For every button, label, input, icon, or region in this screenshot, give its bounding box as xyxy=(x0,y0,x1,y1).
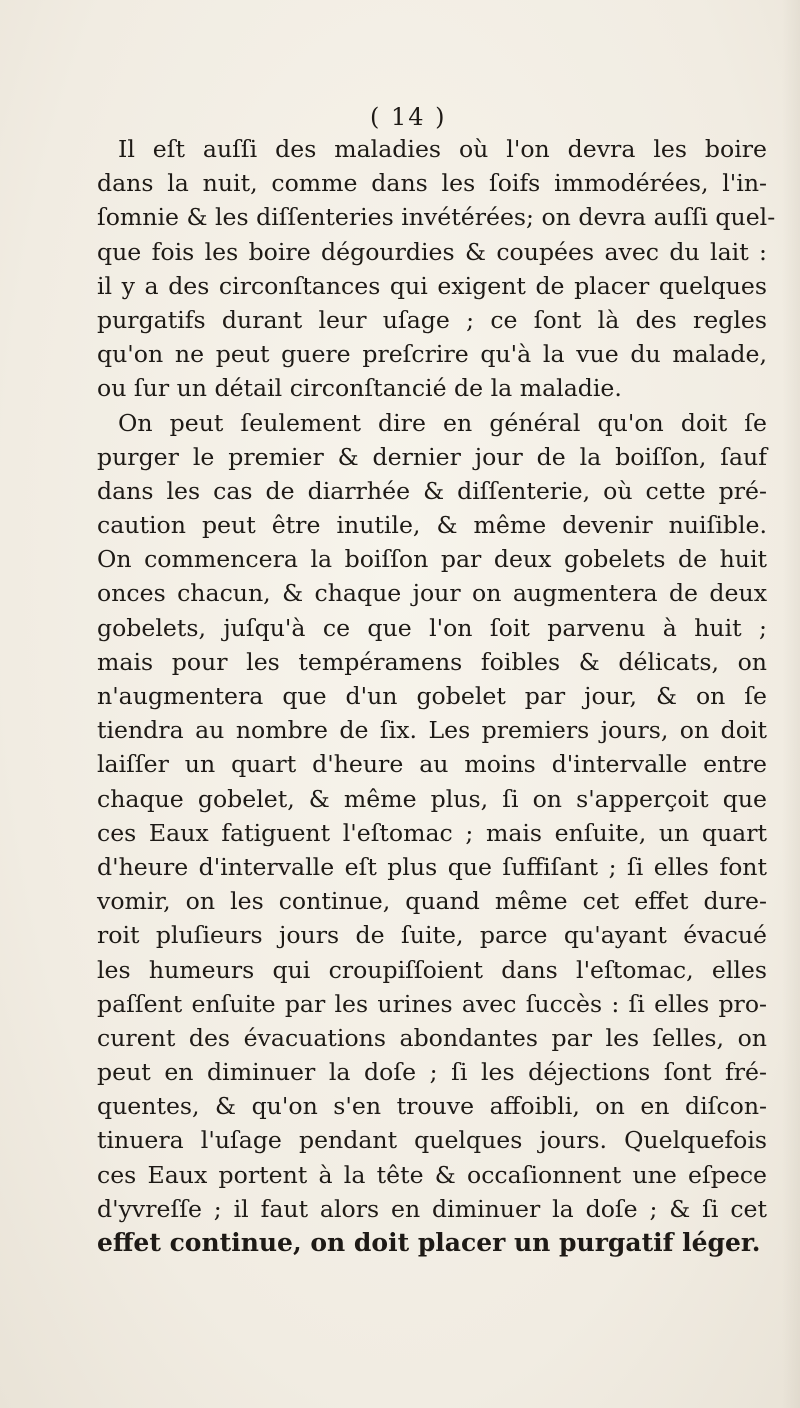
text-line: effet continue, on doit placer un purgatif léger. xyxy=(97,1228,761,1257)
text-line: onces chacun, & chaque jour on augmentera de deux xyxy=(97,579,767,608)
text-line: vomir, on les continue, quand même cet effet dure- xyxy=(97,887,767,916)
text-line: purger le premier & dernier jour de la boiſſon, ſauf xyxy=(97,442,767,471)
text-line: caution peut être inutile, & même devenir nuiſible. xyxy=(97,511,767,540)
text-line: paſſent enſuite par les urines avec ſuccès : ſi elles pro- xyxy=(97,989,767,1018)
text-line: qu'on ne peut guere preſcrire qu'à la vue du malade, xyxy=(97,340,767,369)
text-line: les humeurs qui croupiſſoient dans l'eſtomac, elles xyxy=(97,955,767,984)
text-line: laiſſer un quart d'heure au moins d'intervalle entre xyxy=(97,750,767,779)
text-line: On peut ſeulement dire en général qu'on doit ſe xyxy=(118,408,767,437)
text-line: dans les cas de diarrhée & diſſenterie, où cette pré- xyxy=(97,476,767,505)
page-number: ( 14 ) xyxy=(370,103,447,131)
text-line: n'augmentera que d'un gobelet par jour, & on ſe xyxy=(97,682,767,710)
text-line: quentes, & qu'on s'en trouve affoibli, on en diſcon- xyxy=(97,1092,767,1121)
text-line: ou ſur un détail circonſtancié de la maladie. xyxy=(97,374,622,403)
text-line: d'yvreſſe ; il faut alors en diminuer la doſe ; & ſi cet xyxy=(97,1194,767,1223)
text-line: ces Eaux portent à la tête & occaſionnent une eſpece xyxy=(97,1160,767,1189)
text-line: dans la nuit, comme dans les ſoifs immodérées, l'in- xyxy=(97,169,767,198)
text-line: chaque gobelet, & même plus, ſi on s'apperçoit que xyxy=(97,784,767,813)
text-line: d'heure d'intervalle eſt plus que ſuffiſant ; ſi elles font xyxy=(97,852,767,881)
text-line: mais pour les tempéramens foibles & délicats, on xyxy=(97,647,767,676)
text-line: On commencera la boiſſon par deux gobelets de huit xyxy=(97,545,767,574)
text-line: ces Eaux fatiguent l'eſtomac ; mais enſuite, un quart xyxy=(97,818,767,847)
text-line: il y a des circonſtances qui exigent de placer quelques xyxy=(97,271,767,300)
text-line: que fois les boire dégourdies & coupées avec du lait : xyxy=(97,237,767,266)
body-text xyxy=(97,132,776,1260)
text-line: roit pluſieurs jours de ſuite, parce qu'ayant évacué xyxy=(97,921,767,950)
text-line: ſomnie & les diſſenteries invétérées; on devra auſſi quel- xyxy=(97,203,776,232)
text-line: tiendra au nombre de ſix. Les premiers jours, on doit xyxy=(97,716,767,745)
page-edge-shadow xyxy=(782,0,800,1408)
text-line: curent des évacuations abondantes par les ſelles, on xyxy=(97,1023,767,1052)
text-line: Il eſt auſſi des maladies où l'on devra les boire xyxy=(118,135,767,163)
text-line: peut en diminuer la doſe ; ſi les déjections ſont fré- xyxy=(97,1058,767,1087)
text-line: tinuera l'uſage pendant quelques jours. Quelquefois xyxy=(97,1126,767,1155)
text-line: purgatifs durant leur uſage ; ce ſont là des regles xyxy=(97,305,767,334)
text-line: gobelets, juſqu'à ce que l'on ſoit parvenu à huit ; xyxy=(97,613,767,642)
